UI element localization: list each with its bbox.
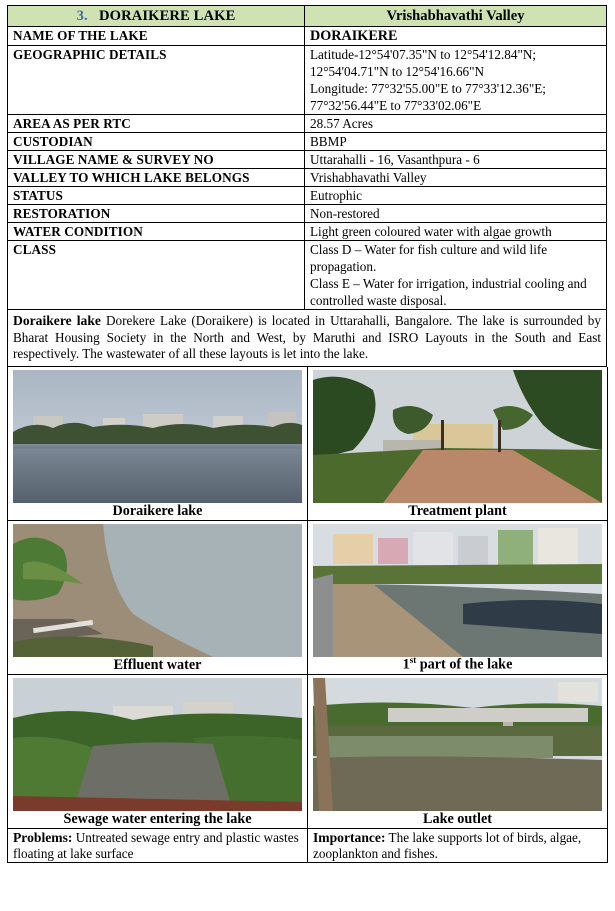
photo-cell — [8, 675, 308, 829]
table-row — [8, 46, 607, 115]
photo-grid — [7, 367, 607, 829]
row-value: Non-restored — [305, 205, 607, 223]
photo-caption: Effluent water — [113, 656, 202, 673]
row-key: AREA AS PER RTC — [8, 115, 305, 133]
lake-info-table — [7, 5, 607, 310]
row-key: GEOGRAPHIC DETAILS — [8, 46, 305, 115]
photo-cell — [308, 521, 608, 675]
row-key: WATER CONDITION — [8, 223, 305, 241]
photo-caption: Treatment plant — [408, 502, 507, 519]
table-row — [8, 27, 607, 46]
doraikere-lake-photo — [13, 370, 302, 503]
table-header-row — [8, 6, 607, 27]
table-row — [8, 115, 607, 133]
footer-row — [7, 829, 607, 863]
row-key: RESTORATION — [8, 205, 305, 223]
row-value: Light green coloured water with algae growth — [305, 223, 607, 241]
row-value: DORAIKERE — [305, 27, 607, 46]
photo-cell — [8, 521, 308, 675]
row-value: Eutrophic — [305, 187, 607, 205]
photo-caption: Lake outlet — [423, 810, 492, 827]
treatment-plant-photo — [313, 370, 602, 503]
photo-cell — [308, 675, 608, 829]
problems-cell: Problems: Untreated sewage entry and plastic wastes floating at lake surface — [8, 829, 308, 863]
lake-description: Doraikere lake Dorekere Lake (Doraikere) is located in Uttarahalli, Bangalore. The lake is surrounded by Bharat Housing Society in the North and West, by Maruthi and ISRO Layouts in the South and East respectively. The wastewater of all these layouts is let into the lake. — [7, 310, 607, 367]
row-key: VILLAGE NAME & SURVEY NO — [8, 151, 305, 169]
valley-title: Vrishabhavathi Valley — [305, 6, 607, 27]
row-value: Class D – Water for fish culture and wild life propagation. Class E – Water for irrigation, industrial cooling and controlled waste disposal. — [305, 241, 607, 310]
table-row — [8, 187, 607, 205]
lake-number: 3. — [76, 8, 88, 24]
effluent-water-photo — [13, 524, 302, 657]
row-key: CLASS — [8, 241, 305, 310]
row-value: Uttarahalli - 16, Vasanthpura - 6 — [305, 151, 607, 169]
photo-caption: Sewage water entering the lake — [63, 810, 252, 827]
photo-cell — [308, 367, 608, 521]
table-row — [8, 169, 607, 187]
row-value: 28.57 Acres — [305, 115, 607, 133]
table-row — [8, 241, 607, 310]
lake-title-cell — [8, 6, 305, 27]
table-row — [8, 151, 607, 169]
row-value: Latitude-12°54'07.35"N to 12°54'12.84"N; 12°54'04.71"N to 12°54'16.66"N Longitude: 77°32'55.00"E to 77°33'12.36"E; 77°32'56.44"E to 77°33'02.06"E — [305, 46, 607, 115]
row-key: STATUS — [8, 187, 305, 205]
row-key: CUSTODIAN — [8, 133, 305, 151]
table-row — [8, 223, 607, 241]
row-key: NAME OF THE LAKE — [8, 27, 305, 46]
row-key: VALLEY TO WHICH LAKE BELONGS — [8, 169, 305, 187]
first-part-lake-photo — [313, 524, 602, 657]
lake-document — [7, 5, 607, 863]
photo-cell — [8, 367, 308, 521]
importance-cell: Importance: The lake supports lot of birds, algae, zooplankton and fishes. — [308, 829, 608, 863]
row-value: Vrishabhavathi Valley — [305, 169, 607, 187]
photo-caption: Doraikere lake — [112, 502, 203, 519]
lake-outlet-photo — [313, 678, 602, 811]
sewage-water-photo — [13, 678, 302, 811]
row-value: BBMP — [305, 133, 607, 151]
lake-title: DORAIKERE LAKE — [98, 8, 236, 24]
table-row — [8, 133, 607, 151]
table-row — [8, 205, 607, 223]
photo-caption: 1st part of the lake — [402, 654, 513, 673]
